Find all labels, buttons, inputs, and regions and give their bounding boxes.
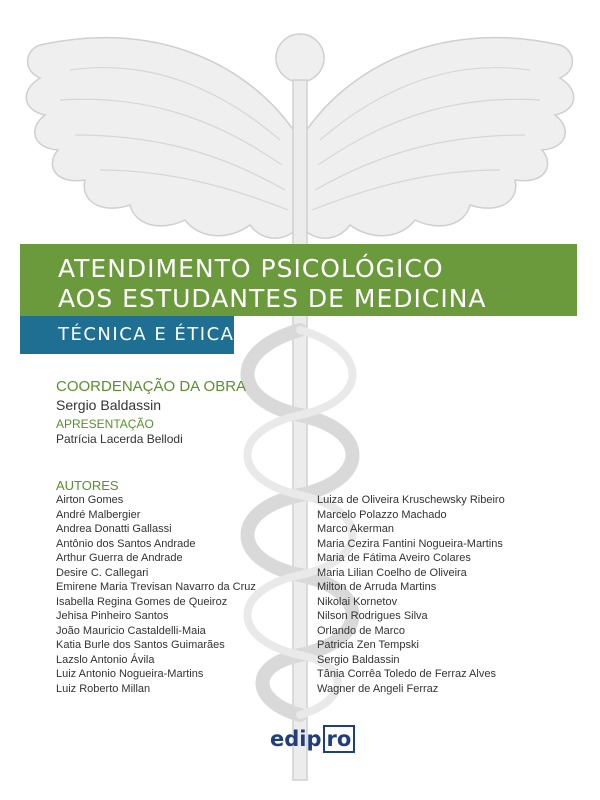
author-name: Isabella Regina Gomes de Queiroz <box>56 595 228 608</box>
authors-list-right <box>317 493 505 696</box>
subtitle-band <box>20 316 234 354</box>
author-name: Sergio Baldassin <box>317 653 400 666</box>
author-name: Wagner de Angeli Ferraz <box>317 682 439 695</box>
authors-list-left <box>56 493 256 696</box>
author-name: Antônio dos Santos Andrade <box>56 537 196 550</box>
author-name: Tânia Corrêa Toledo de Ferraz Alves <box>317 668 496 680</box>
author-name: Desire C. Callegari <box>56 566 149 579</box>
author-name: Emirene Maria Trevisan Navarro da Cruz <box>56 581 256 593</box>
author-name: Patricia Zen Tempski <box>317 639 419 651</box>
author-name: Luiz Antonio Nogueira-Martins <box>56 668 204 680</box>
author-name: Katia Burle dos Santos Guimarães <box>56 639 225 651</box>
coordinator-name: Sergio Baldassin <box>56 397 162 413</box>
author-name: João Mauricio Castaldelli-Maia <box>56 624 206 637</box>
author-name: André Malbergier <box>56 508 141 521</box>
subtitle: TÉCNICA E ÉTICA <box>58 324 235 345</box>
author-name: Lazslo Antonio Ávila <box>56 653 155 666</box>
coordination-label: COORDENAÇÃO DA OBRA <box>56 378 247 395</box>
author-name: Milton de Arruda Martins <box>317 581 437 593</box>
title-line-2: AOS ESTUDANTES DE MEDICINA <box>58 284 487 313</box>
author-name: Orlando de Marco <box>317 624 406 637</box>
logo-box-text: ro <box>323 725 356 753</box>
author-name: Marcelo Polazzo Machado <box>317 508 447 521</box>
author-name: Luiz Roberto Millan <box>56 682 151 695</box>
author-name: Nikolai Kornetov <box>317 595 398 608</box>
author-name: Marco Akerman <box>317 523 395 535</box>
author-name: Andrea Donatti Gallassi <box>56 523 172 535</box>
author-name: Nilson Rodrigues Silva <box>317 610 428 622</box>
title-band <box>20 244 577 316</box>
title-line-1: ATENDIMENTO PSICOLÓGICO <box>58 254 444 283</box>
author-name: Maria de Fátima Aveiro Colares <box>317 552 471 564</box>
author-name: Maria Lilian Coelho de Oliveira <box>317 566 467 579</box>
presentation-label: APRESENTAÇÃO <box>56 417 154 431</box>
author-name: Maria Cezira Fantini Nogueira-Martins <box>317 537 503 550</box>
author-name: Luiza de Oliveira Kruschewsky Ribeiro <box>317 494 505 506</box>
presenter-name: Patrícia Lacerda Bellodi <box>56 432 183 446</box>
author-name: Jehisa Pinheiro Santos <box>56 610 169 622</box>
author-name: Arthur Guerra de Andrade <box>56 552 183 564</box>
authors-label: AUTORES <box>56 478 119 493</box>
author-name: Airton Gomes <box>56 494 124 506</box>
publisher-logo <box>270 727 355 751</box>
logo-text: edip <box>270 727 322 751</box>
